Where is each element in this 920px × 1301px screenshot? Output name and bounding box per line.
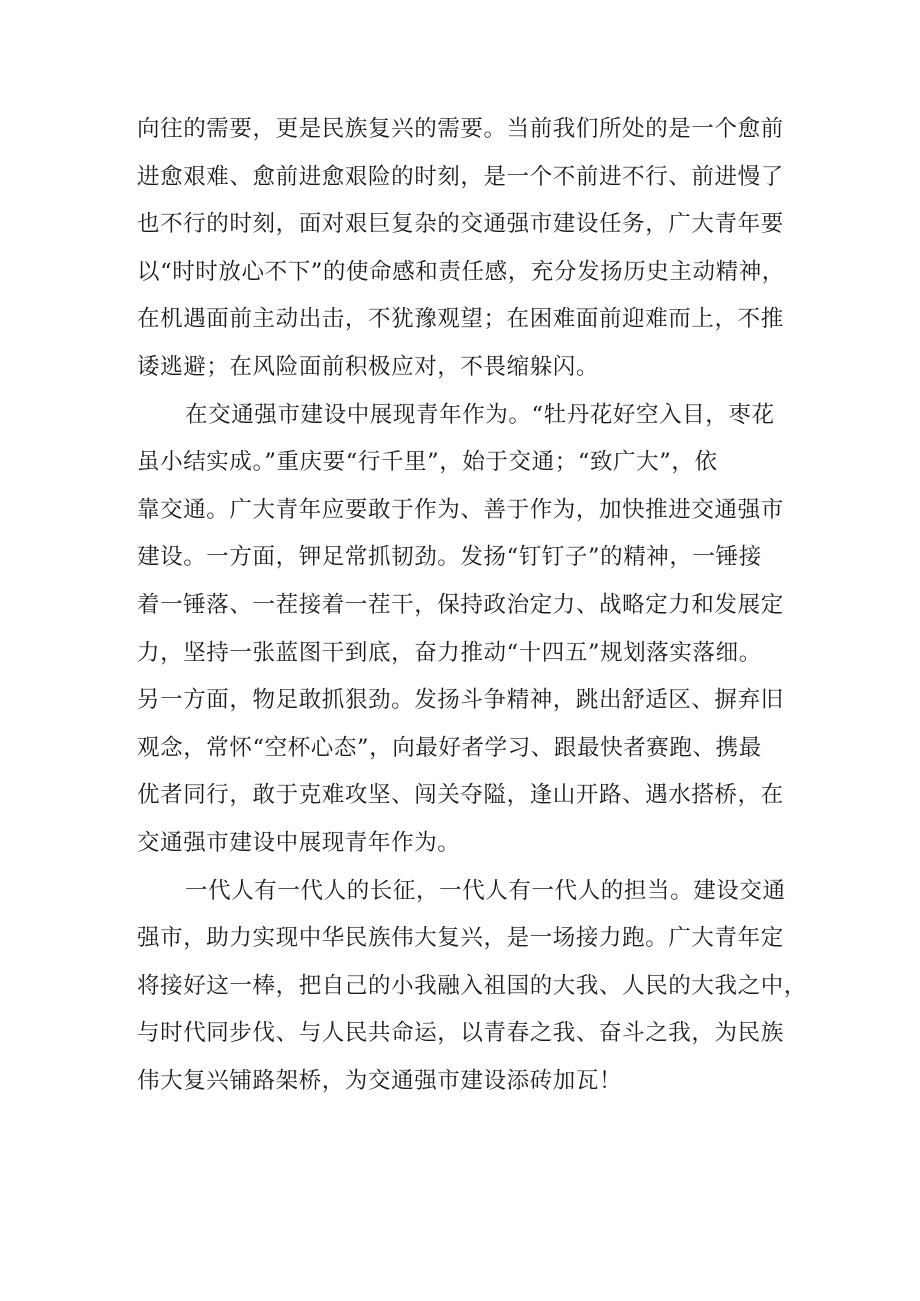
paragraph-1	[137, 106, 805, 392]
paragraph-line: 强市，助力实现中华民族伟大复兴，是一场接力跑。广大青年定	[137, 925, 784, 952]
paragraph-line: 也不行的时刻，面对艰巨复杂的交通强市建设任务，广大青年要	[137, 211, 784, 238]
paragraph-line: 在交通强市建设中展现青年作为。“牡丹花好空入目，枣花	[185, 401, 775, 428]
paragraph-line: 着一锤落、一茬接着一茬干，保持政治定力、战略定力和发展定	[137, 591, 784, 618]
paragraph-line: 在机遇面前主动出击，不犹豫观望；在困难面前迎难而上，不推	[137, 306, 784, 333]
paragraph-line: 虽小结实成。”重庆要“行千里”，始于交通；“致广大”，依	[137, 449, 718, 476]
paragraph-line: 另一方面，物足敢抓狠劲。发扬斗争精神，跳出舒适区、摒弃旧	[137, 687, 784, 714]
paragraph-line: 进愈艰难、愈前进愈艰险的时刻，是一个不前进不行、前进慢了	[137, 163, 784, 190]
paragraph-line: 一代人有一代人的长征，一代人有一代人的担当。建设交通	[185, 877, 786, 904]
document-body	[137, 106, 805, 1105]
paragraph-line: 诿逃避；在风险面前积极应对，不畏缩躲闪。	[137, 353, 600, 380]
paragraph-line: 靠交通。广大青年应要敢于作为、善于作为，加快推进交通强市	[137, 496, 784, 523]
paragraph-line: 优者同行，敢于克难攻坚、闯关夺隘，逢山开路、遇水搭桥，在	[137, 782, 784, 809]
paragraph-line: 力，坚持一张蓝图干到底，奋力推动“十四五”规划落实落细。	[137, 639, 762, 666]
paragraph-line: 交通强市建设中展现青年作为。	[137, 829, 461, 856]
paragraph-line: 向往的需要，更是民族复兴的需要。当前我们所处的是一个愈前	[137, 116, 784, 142]
paragraph-line: 建设。一方面，钾足常抓韧劲。发扬“钉钉子”的精神，一锤接	[137, 544, 762, 571]
paragraph-line: 观念，常怀“空杯心态”，向最好者学习、跟最快者赛跑、携最	[137, 734, 762, 761]
paragraph-line: 将接好这一棒，把自己的小我融入祖国的大我、人民的大我之中，	[137, 972, 807, 999]
paragraph-3	[137, 868, 805, 1106]
paragraph-line: 与时代同步伐、与人民共命运，以青春之我、奋斗之我，为民族	[137, 1020, 784, 1047]
paragraph-2	[137, 392, 805, 868]
paragraph-line: 伟大复兴铺路架桥，为交通强市建设添砖加瓦！	[137, 1067, 623, 1094]
paragraph-line: 以“时时放心不下”的使命感和责任感，充分发扬历史主动精神，	[137, 258, 785, 285]
